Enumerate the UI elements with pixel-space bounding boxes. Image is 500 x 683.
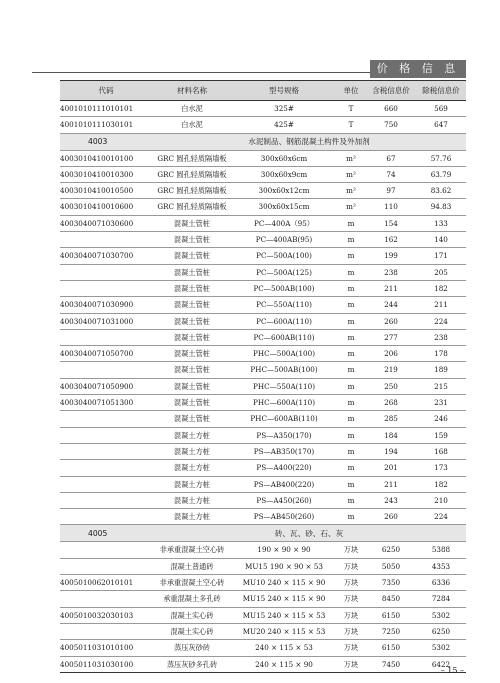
cell-spec: PS—AB450(260) xyxy=(232,509,336,525)
cell-unit: m xyxy=(336,427,366,443)
table-row xyxy=(60,313,466,329)
table-row xyxy=(60,215,466,231)
table-row xyxy=(60,509,466,525)
cell-material-name: 白水泥 xyxy=(152,101,232,117)
cell-code xyxy=(60,362,152,378)
cell-notax-price: 6250 xyxy=(416,623,466,639)
cell-spec: MU15 240 × 115 × 90 xyxy=(232,591,336,607)
cell-unit: m xyxy=(336,443,366,459)
cell-unit: 万块 xyxy=(336,558,366,574)
cell-notax-price: 4353 xyxy=(416,558,466,574)
cell-unit: m xyxy=(336,346,366,362)
cell-notax-price: 173 xyxy=(416,460,466,476)
table-row xyxy=(60,460,466,476)
cell-spec: 325# xyxy=(232,101,336,117)
table-row xyxy=(60,591,466,607)
table-header-row xyxy=(60,81,466,101)
cell-spec: MU15 190 × 90 × 53 xyxy=(232,558,336,574)
cell-tax-price: 211 xyxy=(366,476,416,492)
cell-spec: PC—600A(110) xyxy=(232,313,336,329)
cell-spec: PC—550A(110) xyxy=(232,297,336,313)
cell-tax-price: 277 xyxy=(366,329,416,345)
table-row xyxy=(60,476,466,492)
cell-code: 4001010111030101 xyxy=(60,117,152,133)
cell-code: 4003040071030600 xyxy=(60,215,152,231)
cell-notax-price: 238 xyxy=(416,329,466,345)
cell-unit: m xyxy=(336,264,366,280)
cell-material-name: 混凝土方桩 xyxy=(152,492,232,508)
cell-notax-price: 647 xyxy=(416,117,466,133)
cell-unit: m xyxy=(336,411,366,427)
cell-unit: m xyxy=(336,215,366,231)
cell-spec: PHC—500A(100) xyxy=(232,346,336,362)
cell-unit: m xyxy=(336,248,366,264)
cell-tax-price: 260 xyxy=(366,313,416,329)
cell-code: 4003040071030700 xyxy=(60,248,152,264)
cell-material-name: GRC 圆孔轻质隔墙板 xyxy=(152,166,232,182)
section-row xyxy=(60,525,466,542)
cell-material-name: 混凝土管桩 xyxy=(152,264,232,280)
cell-material-name: 承重混凝土多孔砖 xyxy=(152,591,232,607)
cell-material-name: 混凝土管桩 xyxy=(152,280,232,296)
cell-notax-price: 246 xyxy=(416,411,466,427)
cell-notax-price: 6336 xyxy=(416,575,466,591)
cell-notax-price: 168 xyxy=(416,443,466,459)
cell-unit: m² xyxy=(336,166,366,182)
cell-unit: 万块 xyxy=(336,607,366,623)
cell-unit: m² xyxy=(336,199,366,215)
cell-code: 4001010111010101 xyxy=(60,101,152,117)
cell-spec: MU20 240 × 115 × 53 xyxy=(232,623,336,639)
cell-notax-price: 224 xyxy=(416,313,466,329)
cell-code xyxy=(60,623,152,639)
cell-tax-price: 268 xyxy=(366,395,416,411)
table-row xyxy=(60,297,466,313)
cell-material-name: GRC 圆孔轻质隔墙板 xyxy=(152,199,232,215)
table-row xyxy=(60,443,466,459)
cell-tax-price: 750 xyxy=(366,117,416,133)
cell-tax-price: 162 xyxy=(366,232,416,248)
cell-notax-price: 63.79 xyxy=(416,166,466,182)
cell-tax-price: 660 xyxy=(366,101,416,117)
cell-spec: PS—A450(260) xyxy=(232,492,336,508)
cell-tax-price: 8450 xyxy=(366,591,416,607)
cell-unit: m xyxy=(336,232,366,248)
cell-material-name: GRC 圆孔轻质隔墙板 xyxy=(152,183,232,199)
cell-tax-price: 219 xyxy=(366,362,416,378)
cell-material-name: 混凝土管桩 xyxy=(152,297,232,313)
cell-code xyxy=(60,280,152,296)
cell-code: 4003040071031000 xyxy=(60,313,152,329)
cell-spec: 300x60x12cm xyxy=(232,183,336,199)
cell-code: 4003040071050700 xyxy=(60,346,152,362)
cell-unit: m xyxy=(336,492,366,508)
table-row xyxy=(60,542,466,558)
cell-spec: PC—500AB(100) xyxy=(232,280,336,296)
cell-material-name: 非承重混凝土空心砖 xyxy=(152,575,232,591)
column-header-spec: 型号规格 xyxy=(232,81,336,101)
cell-spec: PHC—600AB(110) xyxy=(232,411,336,427)
cell-code xyxy=(60,411,152,427)
cell-spec: 190 × 90 × 90 xyxy=(232,542,336,558)
table-row xyxy=(60,378,466,394)
column-header-notax-price: 除税信息价 xyxy=(416,81,466,101)
table-row xyxy=(60,329,466,345)
table-row xyxy=(60,395,466,411)
cell-notax-price: 5388 xyxy=(416,542,466,558)
section-tab-price-info: 价 格 信 息 xyxy=(370,60,466,78)
cell-notax-price: 133 xyxy=(416,215,466,231)
cell-material-name: 混凝土管桩 xyxy=(152,346,232,362)
cell-tax-price: 244 xyxy=(366,297,416,313)
cell-spec: 425# xyxy=(232,117,336,133)
cell-code xyxy=(60,329,152,345)
cell-code: 4005010032030103 xyxy=(60,607,152,623)
cell-notax-price: 205 xyxy=(416,264,466,280)
cell-notax-price: 215 xyxy=(416,378,466,394)
table-row xyxy=(60,117,466,133)
cell-unit: m xyxy=(336,476,366,492)
cell-notax-price: 140 xyxy=(416,232,466,248)
cell-notax-price: 6422 xyxy=(416,656,466,672)
cell-tax-price: 201 xyxy=(366,460,416,476)
column-header-tax-price: 含税信息价 xyxy=(366,81,416,101)
cell-material-name: 蒸压灰砂砖 xyxy=(152,640,232,656)
cell-material-name: 混凝土管桩 xyxy=(152,362,232,378)
cell-code xyxy=(60,591,152,607)
table-row xyxy=(60,183,466,199)
table-row xyxy=(60,492,466,508)
cell-spec: 300x60x9cm xyxy=(232,166,336,182)
table-row xyxy=(60,575,466,591)
cell-code xyxy=(60,427,152,443)
table-row xyxy=(60,199,466,215)
cell-code: 4003040071050900 xyxy=(60,378,152,394)
cell-tax-price: 6150 xyxy=(366,640,416,656)
cell-spec: PHC—500AB(100) xyxy=(232,362,336,378)
cell-notax-price: 211 xyxy=(416,297,466,313)
cell-material-name: 混凝土方桩 xyxy=(152,509,232,525)
cell-spec: 240 × 115 × 90 xyxy=(232,656,336,672)
table-row xyxy=(60,427,466,443)
cell-notax-price: 182 xyxy=(416,280,466,296)
cell-material-name: 混凝土管桩 xyxy=(152,378,232,394)
cell-material-name: 混凝土管桩 xyxy=(152,248,232,264)
cell-unit: 万块 xyxy=(336,623,366,639)
cell-unit: m xyxy=(336,280,366,296)
cell-tax-price: 238 xyxy=(366,264,416,280)
cell-code xyxy=(60,232,152,248)
cell-code xyxy=(60,460,152,476)
section-code: 4005 xyxy=(60,525,152,542)
cell-material-name: 混凝土实心砖 xyxy=(152,607,232,623)
cell-tax-price: 74 xyxy=(366,166,416,182)
column-header-code: 代码 xyxy=(60,81,152,101)
cell-spec: 240 × 115 × 53 xyxy=(232,640,336,656)
cell-tax-price: 260 xyxy=(366,509,416,525)
cell-code xyxy=(60,476,152,492)
cell-tax-price: 7250 xyxy=(366,623,416,639)
cell-code xyxy=(60,443,152,459)
cell-material-name: 非承重混凝土空心砖 xyxy=(152,542,232,558)
cell-tax-price: 250 xyxy=(366,378,416,394)
cell-notax-price: 569 xyxy=(416,101,466,117)
cell-unit: T xyxy=(336,101,366,117)
cell-tax-price: 5050 xyxy=(366,558,416,574)
header-rule xyxy=(32,72,370,73)
table-row xyxy=(60,346,466,362)
cell-unit: m² xyxy=(336,150,366,166)
cell-unit: T xyxy=(336,117,366,133)
cell-material-name: 白水泥 xyxy=(152,117,232,133)
cell-code xyxy=(60,492,152,508)
table-row xyxy=(60,640,466,656)
cell-material-name: 混凝土方桩 xyxy=(152,460,232,476)
table-row xyxy=(60,264,466,280)
section-title: 砖、瓦、砂、石、灰 xyxy=(152,525,466,542)
cell-material-name: 蒸压灰砂多孔砖 xyxy=(152,656,232,672)
table-row xyxy=(60,166,466,182)
cell-tax-price: 243 xyxy=(366,492,416,508)
cell-spec: PC—400A（95） xyxy=(232,215,336,231)
cell-spec: 300x60x6cm xyxy=(232,150,336,166)
cell-spec: PS—A400(220) xyxy=(232,460,336,476)
cell-code: 4003010410010300 xyxy=(60,166,152,182)
table-row xyxy=(60,656,466,672)
cell-unit: m xyxy=(336,378,366,394)
cell-material-name: 混凝土方桩 xyxy=(152,476,232,492)
cell-spec: PC—500A(125) xyxy=(232,264,336,280)
cell-notax-price: 171 xyxy=(416,248,466,264)
table-row xyxy=(60,101,466,117)
cell-material-name: 混凝土普通砖 xyxy=(152,558,232,574)
cell-material-name: 混凝土管桩 xyxy=(152,313,232,329)
cell-notax-price: 178 xyxy=(416,346,466,362)
cell-code: 4005011031030100 xyxy=(60,656,152,672)
cell-unit: m xyxy=(336,297,366,313)
table-row xyxy=(60,232,466,248)
cell-notax-price: 5302 xyxy=(416,607,466,623)
section-row xyxy=(60,133,466,150)
cell-tax-price: 199 xyxy=(366,248,416,264)
cell-notax-price: 57.76 xyxy=(416,150,466,166)
cell-code xyxy=(60,264,152,280)
cell-tax-price: 7350 xyxy=(366,575,416,591)
cell-code: 4003010410010600 xyxy=(60,199,152,215)
cell-unit: m xyxy=(336,329,366,345)
cell-tax-price: 7450 xyxy=(366,656,416,672)
cell-notax-price: 5302 xyxy=(416,640,466,656)
cell-notax-price: 182 xyxy=(416,476,466,492)
cell-notax-price: 7284 xyxy=(416,591,466,607)
cell-spec: MU10 240 × 115 × 90 xyxy=(232,575,336,591)
cell-code: 4005010062010101 xyxy=(60,575,152,591)
page-number: – 15 – xyxy=(440,666,464,675)
cell-code xyxy=(60,509,152,525)
cell-material-name: 混凝土管桩 xyxy=(152,329,232,345)
cell-code: 4003040071051300 xyxy=(60,395,152,411)
page-header xyxy=(32,60,466,78)
table-row xyxy=(60,248,466,264)
cell-code: 4003010410010100 xyxy=(60,150,152,166)
cell-unit: m xyxy=(336,362,366,378)
cell-material-name: GRC 圆孔轻质隔墙板 xyxy=(152,150,232,166)
cell-tax-price: 97 xyxy=(366,183,416,199)
cell-material-name: 混凝土管桩 xyxy=(152,411,232,427)
cell-notax-price: 210 xyxy=(416,492,466,508)
cell-code: 4003010410010500 xyxy=(60,183,152,199)
cell-material-name: 混凝土管桩 xyxy=(152,232,232,248)
cell-code: 4003040071030900 xyxy=(60,297,152,313)
cell-spec: MU15 240 × 115 × 53 xyxy=(232,607,336,623)
cell-unit: 万块 xyxy=(336,575,366,591)
section-title: 水泥制品、钢筋混凝土构件及外加剂 xyxy=(152,133,466,150)
cell-unit: 万块 xyxy=(336,656,366,672)
table-row xyxy=(60,623,466,639)
cell-code xyxy=(60,558,152,574)
cell-tax-price: 184 xyxy=(366,427,416,443)
cell-unit: 万块 xyxy=(336,542,366,558)
cell-tax-price: 110 xyxy=(366,199,416,215)
cell-code: 4005011031010100 xyxy=(60,640,152,656)
cell-material-name: 混凝土实心砖 xyxy=(152,623,232,639)
table-row xyxy=(60,607,466,623)
table-row xyxy=(60,411,466,427)
cell-code xyxy=(60,542,152,558)
cell-material-name: 混凝土方桩 xyxy=(152,443,232,459)
cell-material-name: 混凝土管桩 xyxy=(152,395,232,411)
section-code: 4003 xyxy=(60,133,152,150)
cell-unit: 万块 xyxy=(336,591,366,607)
cell-tax-price: 67 xyxy=(366,150,416,166)
cell-tax-price: 206 xyxy=(366,346,416,362)
cell-spec: PC—500A(100) xyxy=(232,248,336,264)
cell-notax-price: 224 xyxy=(416,509,466,525)
price-table xyxy=(60,80,466,673)
table-row xyxy=(60,362,466,378)
cell-tax-price: 6150 xyxy=(366,607,416,623)
cell-notax-price: 231 xyxy=(416,395,466,411)
cell-spec: 300x60x15cm xyxy=(232,199,336,215)
column-header-unit: 单位 xyxy=(336,81,366,101)
cell-notax-price: 189 xyxy=(416,362,466,378)
table-row xyxy=(60,558,466,574)
table-row xyxy=(60,280,466,296)
cell-tax-price: 154 xyxy=(366,215,416,231)
cell-tax-price: 285 xyxy=(366,411,416,427)
cell-unit: m xyxy=(336,313,366,329)
cell-notax-price: 159 xyxy=(416,427,466,443)
column-header-material-name: 材料名称 xyxy=(152,81,232,101)
cell-notax-price: 83.62 xyxy=(416,183,466,199)
cell-spec: PHC—600A(110) xyxy=(232,395,336,411)
cell-spec: PS—AB350(170) xyxy=(232,443,336,459)
cell-notax-price: 94.83 xyxy=(416,199,466,215)
table-row xyxy=(60,150,466,166)
cell-material-name: 混凝土方桩 xyxy=(152,427,232,443)
cell-spec: PC—600AB(110) xyxy=(232,329,336,345)
cell-tax-price: 194 xyxy=(366,443,416,459)
cell-tax-price: 6250 xyxy=(366,542,416,558)
cell-spec: PS—AB400(220) xyxy=(232,476,336,492)
cell-spec: PC—400AB(95) xyxy=(232,232,336,248)
cell-unit: m xyxy=(336,395,366,411)
cell-unit: 万块 xyxy=(336,640,366,656)
cell-tax-price: 211 xyxy=(366,280,416,296)
table-body xyxy=(60,101,466,673)
cell-spec: PHC—550A(110) xyxy=(232,378,336,394)
cell-material-name: 混凝土管桩 xyxy=(152,215,232,231)
cell-unit: m xyxy=(336,509,366,525)
cell-unit: m² xyxy=(336,183,366,199)
cell-spec: PS—A350(170) xyxy=(232,427,336,443)
cell-unit: m xyxy=(336,460,366,476)
